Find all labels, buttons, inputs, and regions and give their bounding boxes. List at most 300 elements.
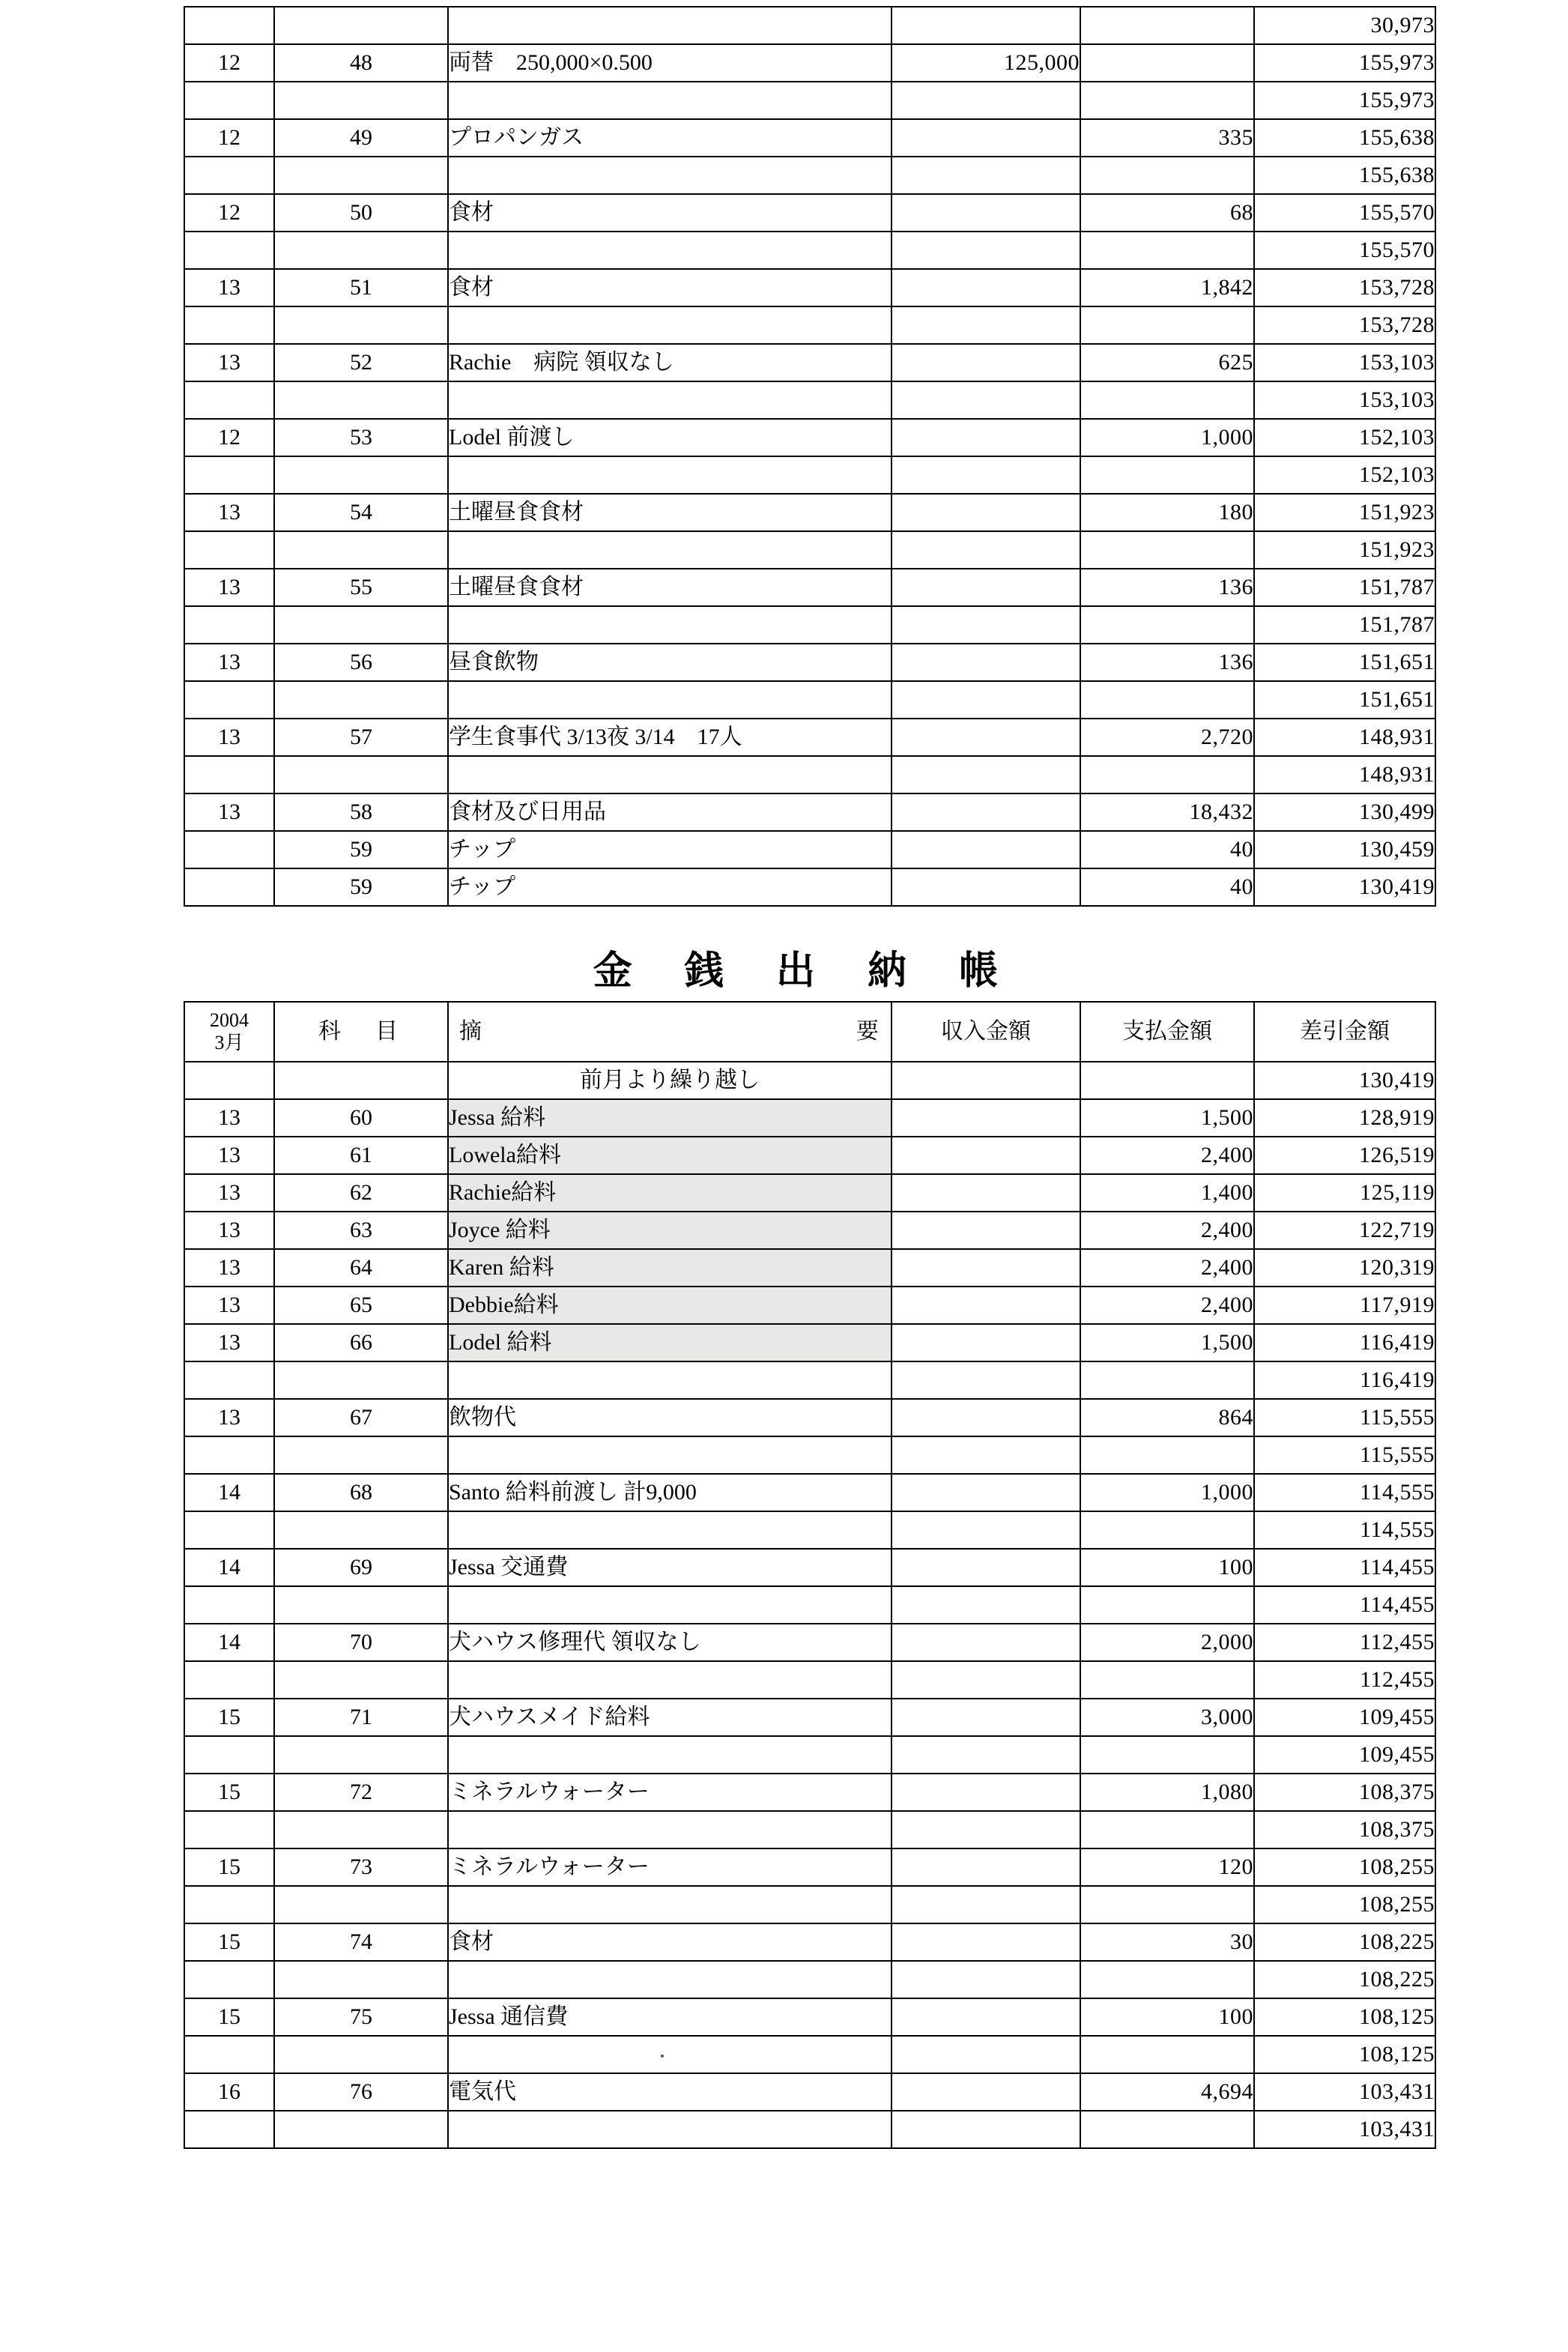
row-no: 71	[274, 1699, 448, 1736]
blank-income-cell	[892, 1661, 1080, 1699]
balance-carry-row	[184, 681, 1435, 719]
row-day: 14	[184, 1474, 274, 1511]
table-row	[184, 1324, 1435, 1361]
row-description: Santo 給料前渡し 計9,000	[448, 1474, 892, 1511]
table-row	[184, 1848, 1435, 1886]
row-day: 13	[184, 1137, 274, 1174]
row-income	[892, 1324, 1080, 1361]
row-income	[892, 868, 1080, 906]
row-income	[892, 1998, 1080, 2036]
row-day: 13	[184, 269, 274, 306]
row-income	[892, 1774, 1080, 1811]
row-balance: 148,931	[1254, 719, 1435, 756]
blank-no-cell	[274, 1886, 448, 1923]
row-payment: 40	[1080, 831, 1254, 868]
row-income	[892, 194, 1080, 232]
blank-payment-cell	[1080, 157, 1254, 194]
blank-income-cell	[892, 7, 1080, 44]
blank-payment-cell	[1080, 1436, 1254, 1474]
blank-desc-cell	[448, 681, 892, 719]
row-description: Jessa 通信費	[448, 1998, 892, 2036]
row-balance: 128,919	[1254, 1099, 1435, 1137]
header-description-left: 摘	[459, 1019, 482, 1044]
blank-no-cell	[274, 1961, 448, 1998]
row-day: 13	[184, 494, 274, 531]
blank-day-cell	[184, 456, 274, 494]
balance-carry-row	[184, 157, 1435, 194]
row-day: 13	[184, 1099, 274, 1137]
row-payment: 2,400	[1080, 1212, 1254, 1249]
row-balance-carry: 109,455	[1254, 1736, 1435, 1774]
row-description: チップ	[448, 831, 892, 868]
blank-payment-cell	[1080, 1886, 1254, 1923]
row-no: 60	[274, 1099, 448, 1137]
blank-no-cell	[274, 531, 448, 569]
row-income	[892, 793, 1080, 831]
row-balance: 153,728	[1254, 269, 1435, 306]
row-no: 59	[274, 831, 448, 868]
row-day: 12	[184, 119, 274, 157]
row-income	[892, 1249, 1080, 1287]
blank-payment-cell	[1080, 7, 1254, 44]
blank-payment-cell	[1080, 82, 1254, 119]
row-payment: 864	[1080, 1399, 1254, 1436]
row-description: 食材	[448, 194, 892, 232]
row-balance: 108,375	[1254, 1774, 1435, 1811]
table-row	[184, 119, 1435, 157]
row-payment: 335	[1080, 119, 1254, 157]
blank-day-cell	[184, 756, 274, 793]
table-row	[184, 569, 1435, 606]
row-income	[892, 494, 1080, 531]
blank-day-cell	[184, 82, 274, 119]
balance-carry-row	[184, 2036, 1435, 2073]
row-description: 昼食飲物	[448, 644, 892, 681]
row-no: 72	[274, 1774, 448, 1811]
row-income	[892, 644, 1080, 681]
row-no: 52	[274, 344, 448, 381]
header-payment: 支払金額	[1080, 1002, 1254, 1062]
row-balance: 112,455	[1254, 1624, 1435, 1661]
row-balance-carry: 155,973	[1254, 82, 1435, 119]
blank-payment-cell	[1080, 1736, 1254, 1774]
row-description: 飲物代	[448, 1399, 892, 1436]
row-income	[892, 1923, 1080, 1961]
table-row	[184, 1998, 1435, 2036]
carry-forward-balance: 130,419	[1254, 1062, 1435, 1099]
row-no: 69	[274, 1549, 448, 1586]
balance-carry-row	[184, 1736, 1435, 1774]
row-payment: 1,000	[1080, 1474, 1254, 1511]
blank-desc-cell	[448, 1361, 892, 1399]
row-balance: 155,570	[1254, 194, 1435, 232]
row-income	[892, 2073, 1080, 2111]
row-payment: 1,500	[1080, 1324, 1254, 1361]
row-day: 13	[184, 793, 274, 831]
blank-no-cell	[274, 1661, 448, 1699]
row-balance-carry: 114,455	[1254, 1586, 1435, 1624]
blank-income-cell	[892, 232, 1080, 269]
row-balance: 122,719	[1254, 1212, 1435, 1249]
row-day: 13	[184, 1212, 274, 1249]
table-row	[184, 1699, 1435, 1736]
row-no: 66	[274, 1324, 448, 1361]
row-balance-carry: 151,787	[1254, 606, 1435, 644]
blank-payment-cell	[1080, 1361, 1254, 1399]
balance-carry-row	[184, 456, 1435, 494]
blank-day-cell	[184, 1886, 274, 1923]
row-balance: 103,431	[1254, 2073, 1435, 2111]
blank-income-cell	[892, 306, 1080, 344]
carry-forward-row	[184, 1062, 1435, 1099]
row-payment: 2,400	[1080, 1137, 1254, 1174]
row-day: 12	[184, 44, 274, 82]
row-income	[892, 1474, 1080, 1511]
row-description: Lodel 前渡し	[448, 419, 892, 456]
blank-day-cell	[184, 531, 274, 569]
row-description: 学生食事代 3/13夜 3/14 17人	[448, 719, 892, 756]
table-row	[184, 1399, 1435, 1436]
row-description: Lowela給料	[448, 1137, 892, 1174]
table-row	[184, 1624, 1435, 1661]
row-balance: 151,787	[1254, 569, 1435, 606]
row-payment: 2,720	[1080, 719, 1254, 756]
blank-day-cell	[184, 306, 274, 344]
blank-no-cell	[274, 381, 448, 419]
row-income	[892, 719, 1080, 756]
row-day: 14	[184, 1624, 274, 1661]
row-balance: 117,919	[1254, 1287, 1435, 1324]
blank-income-cell	[892, 456, 1080, 494]
blank-day-cell	[184, 1661, 274, 1699]
row-income	[892, 1174, 1080, 1212]
blank-desc-cell	[448, 2111, 892, 2148]
blank-no-cell	[274, 232, 448, 269]
blank-desc-cell	[448, 232, 892, 269]
table-row	[184, 1099, 1435, 1137]
row-income	[892, 344, 1080, 381]
row-payment: 4,694	[1080, 2073, 1254, 2111]
header-description-right: 要	[856, 1019, 879, 1044]
blank-day-cell	[184, 2111, 274, 2148]
row-description: 犬ハウスメイド給料	[448, 1699, 892, 1736]
row-description: 電気代	[448, 2073, 892, 2111]
row-payment: 1,500	[1080, 1099, 1254, 1137]
carry-payment-cell	[1080, 1062, 1254, 1099]
table-row	[184, 1287, 1435, 1324]
row-day: 15	[184, 1848, 274, 1886]
row-description: Lodel 給料	[448, 1324, 892, 1361]
row-no: 54	[274, 494, 448, 531]
carry-forward-label: 前月より繰り越し	[448, 1062, 892, 1099]
row-income	[892, 1287, 1080, 1324]
blank-payment-cell	[1080, 1811, 1254, 1848]
blank-income-cell	[892, 531, 1080, 569]
row-balance-carry: 116,419	[1254, 1361, 1435, 1399]
blank-day-cell	[184, 381, 274, 419]
row-no: 70	[274, 1624, 448, 1661]
blank-income-cell	[892, 1811, 1080, 1848]
row-balance-carry: 103,431	[1254, 2111, 1435, 2148]
table-row	[184, 644, 1435, 681]
blank-payment-cell	[1080, 606, 1254, 644]
row-description: 食材	[448, 1923, 892, 1961]
table-row	[184, 1923, 1435, 1961]
blank-day-cell	[184, 1961, 274, 1998]
row-balance: 109,455	[1254, 1699, 1435, 1736]
row-day: 12	[184, 194, 274, 232]
blank-no-cell	[274, 1811, 448, 1848]
row-no: 53	[274, 419, 448, 456]
row-payment: 68	[1080, 194, 1254, 232]
blank-day-cell	[184, 1511, 274, 1549]
row-balance-carry: 108,225	[1254, 1961, 1435, 1998]
blank-income-cell	[892, 381, 1080, 419]
blank-payment-cell	[1080, 1511, 1254, 1549]
blank-no-cell	[274, 606, 448, 644]
blank-income-cell	[892, 2111, 1080, 2148]
row-description: Karen 給料	[448, 1249, 892, 1287]
blank-no-cell	[274, 1436, 448, 1474]
row-description: 食材及び日用品	[448, 793, 892, 831]
balance-carry-row	[184, 306, 1435, 344]
row-day	[184, 831, 274, 868]
blank-no-cell	[274, 306, 448, 344]
row-balance: 116,419	[1254, 1324, 1435, 1361]
blank-income-cell	[892, 756, 1080, 793]
row-balance: 155,973	[1254, 44, 1435, 82]
blank-income-cell	[892, 1736, 1080, 1774]
blank-desc-cell	[448, 2036, 892, 2073]
top-ledger-table-wrapper	[184, 6, 1436, 907]
row-day: 14	[184, 1549, 274, 1586]
row-payment: 2,400	[1080, 1249, 1254, 1287]
row-day: 13	[184, 569, 274, 606]
row-balance: 152,103	[1254, 419, 1435, 456]
row-balance: 114,555	[1254, 1474, 1435, 1511]
blank-no-cell	[274, 1586, 448, 1624]
header-date-cell	[184, 1002, 274, 1062]
row-balance-carry: 152,103	[1254, 456, 1435, 494]
balance-carry-row	[184, 7, 1435, 44]
row-day: 13	[184, 1249, 274, 1287]
row-day: 15	[184, 1774, 274, 1811]
row-payment: 2,400	[1080, 1287, 1254, 1324]
row-payment: 2,000	[1080, 1624, 1254, 1661]
blank-payment-cell	[1080, 1586, 1254, 1624]
row-balance-carry: 155,638	[1254, 157, 1435, 194]
balance-carry-row	[184, 1511, 1435, 1549]
blank-desc-cell	[448, 531, 892, 569]
row-day: 15	[184, 1998, 274, 2036]
row-day: 13	[184, 1287, 274, 1324]
row-day: 13	[184, 644, 274, 681]
row-description: Jessa 交通費	[448, 1549, 892, 1586]
row-day	[184, 868, 274, 906]
blank-income-cell	[892, 1436, 1080, 1474]
row-no: 68	[274, 1474, 448, 1511]
row-payment: 136	[1080, 644, 1254, 681]
carry-no-cell	[274, 1062, 448, 1099]
blank-income-cell	[892, 82, 1080, 119]
table-row	[184, 1137, 1435, 1174]
row-payment: 100	[1080, 1998, 1254, 2036]
carry-income-cell	[892, 1062, 1080, 1099]
row-description: Jessa 給料	[448, 1099, 892, 1137]
row-no: 61	[274, 1137, 448, 1174]
row-payment: 100	[1080, 1549, 1254, 1586]
blank-payment-cell	[1080, 756, 1254, 793]
blank-no-cell	[274, 82, 448, 119]
blank-desc-cell	[448, 1811, 892, 1848]
table-row	[184, 793, 1435, 831]
row-balance: 155,638	[1254, 119, 1435, 157]
blank-day-cell	[184, 1811, 274, 1848]
blank-day-cell	[184, 157, 274, 194]
table-row	[184, 719, 1435, 756]
table-row	[184, 1174, 1435, 1212]
balance-carry-row	[184, 82, 1435, 119]
blank-payment-cell	[1080, 2036, 1254, 2073]
balance-carry-row	[184, 1961, 1435, 1998]
header-description	[448, 1002, 892, 1062]
row-description: ミネラルウォーター	[448, 1848, 892, 1886]
top-ledger-table	[184, 6, 1436, 907]
row-no: 65	[274, 1287, 448, 1324]
row-balance: 108,225	[1254, 1923, 1435, 1961]
row-balance-carry: 151,923	[1254, 531, 1435, 569]
blank-payment-cell	[1080, 681, 1254, 719]
row-payment: 136	[1080, 569, 1254, 606]
row-day: 13	[184, 1174, 274, 1212]
row-day: 15	[184, 1699, 274, 1736]
blank-no-cell	[274, 2036, 448, 2073]
row-income	[892, 1099, 1080, 1137]
table-row	[184, 1474, 1435, 1511]
blank-payment-cell	[1080, 306, 1254, 344]
table-row	[184, 269, 1435, 306]
row-description: Debbie給料	[448, 1287, 892, 1324]
blank-income-cell	[892, 681, 1080, 719]
row-balance: 115,555	[1254, 1399, 1435, 1436]
row-payment: 120	[1080, 1848, 1254, 1886]
blank-desc-cell	[448, 756, 892, 793]
blank-day-cell	[184, 606, 274, 644]
blank-income-cell	[892, 157, 1080, 194]
row-balance-carry: 108,125	[1254, 2036, 1435, 2073]
row-balance: 130,419	[1254, 868, 1435, 906]
table-row	[184, 419, 1435, 456]
carry-day-cell	[184, 1062, 274, 1099]
blank-desc-cell	[448, 606, 892, 644]
blank-desc-cell	[448, 1661, 892, 1699]
balance-carry-row	[184, 1886, 1435, 1923]
table-row	[184, 194, 1435, 232]
blank-desc-cell	[448, 381, 892, 419]
row-balance: 130,499	[1254, 793, 1435, 831]
table-row	[184, 344, 1435, 381]
row-balance: 108,125	[1254, 1998, 1435, 2036]
blank-income-cell	[892, 1361, 1080, 1399]
row-balance: 126,519	[1254, 1137, 1435, 1174]
blank-no-cell	[274, 1361, 448, 1399]
row-balance: 114,455	[1254, 1549, 1435, 1586]
row-no: 74	[274, 1923, 448, 1961]
blank-payment-cell	[1080, 2111, 1254, 2148]
row-balance-carry: 148,931	[1254, 756, 1435, 793]
table-row	[184, 1212, 1435, 1249]
row-balance-carry: 112,455	[1254, 1661, 1435, 1699]
row-no: 63	[274, 1212, 448, 1249]
row-income	[892, 1848, 1080, 1886]
table-header-row	[184, 1002, 1435, 1062]
blank-no-cell	[274, 2111, 448, 2148]
row-income	[892, 419, 1080, 456]
row-day: 13	[184, 719, 274, 756]
row-description: プロパンガス	[448, 119, 892, 157]
table-row	[184, 44, 1435, 82]
blank-payment-cell	[1080, 1961, 1254, 1998]
row-no: 48	[274, 44, 448, 82]
row-balance-carry: 115,555	[1254, 1436, 1435, 1474]
row-balance: 153,103	[1254, 344, 1435, 381]
blank-income-cell	[892, 1961, 1080, 1998]
blank-payment-cell	[1080, 456, 1254, 494]
row-no: 73	[274, 1848, 448, 1886]
row-income	[892, 1399, 1080, 1436]
row-description: Rachie給料	[448, 1174, 892, 1212]
row-balance: 125,119	[1254, 1174, 1435, 1212]
row-balance-carry: 151,651	[1254, 681, 1435, 719]
row-description: 土曜昼食食材	[448, 494, 892, 531]
row-income	[892, 1549, 1080, 1586]
row-description: 両替 250,000×0.500	[448, 44, 892, 82]
row-income	[892, 119, 1080, 157]
blank-desc-cell	[448, 1586, 892, 1624]
balance-carry-row	[184, 531, 1435, 569]
balance-carry-row	[184, 1811, 1435, 1848]
blank-desc-cell	[448, 1736, 892, 1774]
table-row	[184, 1774, 1435, 1811]
blank-desc-cell	[448, 1961, 892, 1998]
row-no: 59	[274, 868, 448, 906]
row-income: 125,000	[892, 44, 1080, 82]
row-description: ミネラルウォーター	[448, 1774, 892, 1811]
balance-carry-row	[184, 1361, 1435, 1399]
header-month: 3月	[214, 1032, 244, 1053]
blank-no-cell	[274, 7, 448, 44]
row-payment	[1080, 44, 1254, 82]
row-balance-carry: 153,103	[1254, 381, 1435, 419]
blank-payment-cell	[1080, 531, 1254, 569]
row-no: 76	[274, 2073, 448, 2111]
row-income	[892, 1137, 1080, 1174]
row-no: 64	[274, 1249, 448, 1287]
row-balance: 151,923	[1254, 494, 1435, 531]
blank-no-cell	[274, 157, 448, 194]
opening-balance: 30,973	[1254, 7, 1435, 44]
bottom-ledger-table-wrapper	[184, 1001, 1436, 2149]
blank-income-cell	[892, 1586, 1080, 1624]
blank-day-cell	[184, 1586, 274, 1624]
row-no: 55	[274, 569, 448, 606]
row-no: 75	[274, 1998, 448, 2036]
blank-desc-cell	[448, 1511, 892, 1549]
row-description: 食材	[448, 269, 892, 306]
blank-income-cell	[892, 1511, 1080, 1549]
row-description: Joyce 給料	[448, 1212, 892, 1249]
row-description: チップ	[448, 868, 892, 906]
